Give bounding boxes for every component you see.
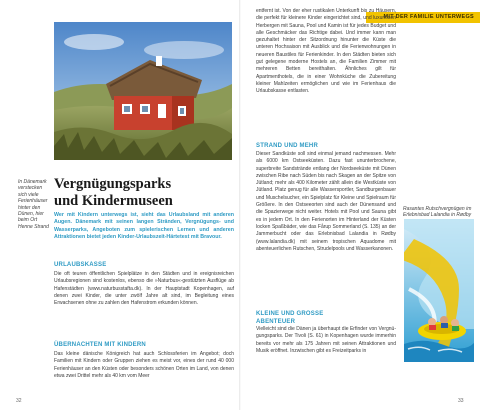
- body-abenteuer: Vielleicht sind die Dänen ja überhaupt die Erfinder von Vergnügungsparks. Der Tivoli (S. 61) in Kopenhagen wurde immerhin bereits vor mehr als 175 Jahren mit seinen Attraktionen und Musik eröffnet. Inzwischen gibt es Freizeitparks in: [256, 326, 396, 354]
- water-slide-photo: [404, 219, 474, 362]
- heading-abenteuer-line-2: ABENTEUER: [256, 318, 296, 325]
- page-number-left: 32: [16, 398, 22, 404]
- body-uebernachten-continued: entfernt ist. Von der eher rustikalen Unterkunft bis zu Häusern, die perfekt für kleinere Kinder eingerichtet sind, und luxuriösen Herbergen mit Sauna, Pool und Kamin ist für jedes Budget und alle Geschmäcker das Richtige dabei. Und immer kann man gezuhaltet hinter der Sitzordnung hinunter die Küste die unteren Hochsaison mit Ausblick und die Ferienwohnungen in neueren Baustiles für Ferienkinder. In den Städten bieten sich gut gelegene moderne Hostels an, die Familien Zimmer mit mehreren Betten bereithalten. Ähnliches gilt für Apartmenthotels, die in einer Wohnküche die Zubereitung kleiner Mahlzeiten ermöglichen und wie im Ferienhaus die Urlaubskasse entlasten.: [256, 8, 396, 95]
- page-number-right: 33: [458, 398, 464, 404]
- water-slide-illustration: [404, 219, 474, 362]
- body-strand: Dieser Sandküste soll sind einmal jemand nachmessen. Mehr als 6000 km Ostseeküsten. Dazu fast ununterbrochene, superbreite Sandstrände entlang der Nordseeküste mit Dünen zwischen Ribe nach Süden bis nach Skagen an der Spitze von Jütland; mehr als 400 Kilometer zählt allein die Westküste von Jütland. Platz genug für alle Wassersportler, Sandburgenbauer und Muschelsucher, ein Spielplatz für Kleine und Spielraum für Größere. In den Ostseeorten sind auch der Dünensand und die Spazierwege nicht weiter. Hotels mit Pool und Sauna gibt es in jedem Ort. In den Ferienorten im Hinterland der Küsten locken Spaßbäder, wie das Fårup Sommerland (S. 135) an der Jammerbucht oder das Erlebnisbad Lalandia in Rødby (www.lalandia.dk) mit seinem tropischen Aquadome mit abenteuerlichen Rutschen, Strudelpools und Wasserkanonen.: [256, 151, 396, 252]
- pool-photo-caption: Rasantes Rutschvergnügen im Erlebnisbad Lalandia in Rødby: [403, 206, 472, 219]
- article-title: [54, 176, 234, 210]
- heading-uebernachten: ÜBERNACHTEN MIT KINDERN: [54, 342, 146, 348]
- article-title-line-2: und Kindermuseen: [54, 193, 173, 209]
- article-lead: Wer mit Kindern unterwegs ist, sieht das Urlaubsland mit anderen Augen. Dänemark mit seinen langen Stränden, Vergnügungs- und Wasserparks, Angeboten zum spielerischen Lernen und anderen Attraktionen bietet jeden Kinder-Urlaubszeit-Härtetest mit Bravour.: [54, 212, 234, 241]
- house-photo-caption: In Dänemark verstecken sich viele Ferienhäuser hinter den Dünen, hier beim Ort Henne Strand: [18, 179, 49, 230]
- heading-abenteuer-line-1: KLEINE UND GROSSE: [256, 311, 324, 317]
- body-uebernachten: Das kleine dänische Königreich hat auch Schlossferien im Angebot; doch Familien mit Kindern oder Gruppen ziehen es meist vor, eines der rund 40 000 Ferienhäuser an den Küsten oder besonders schönen Orten im Land, von denen etwa zwei Drittel mehr als 40 km vom Meer: [54, 351, 234, 379]
- body-urlaubskasse: Die oft teuren öffentlichen Spielplätze in den Städten und in ereignisreichen Urlaubsregionen sind kostenlos, ebenso die »Naturbus«-gestützten Ausflüge ab Hafenstädten (www.naturbusstafta.dk). In der Hauptstadt Kopenhagen, auf denen zwei Kinder, die unter zwölf Jahre alt sind, im Begleitung eines Erwachsenen ohne zu zahlen den Hafenstrom erkunden können.: [54, 271, 234, 307]
- running-header-label: MIT DER FAMILIE UNTERWEGS: [383, 14, 474, 20]
- page-gutter: [239, 0, 241, 410]
- house-photo: [54, 22, 232, 160]
- heading-strand: STRAND UND MEHR: [256, 143, 318, 149]
- article-title-line-1: Vergnügungsparks: [54, 176, 172, 192]
- house-photo-illustration: [54, 22, 232, 160]
- heading-abenteuer: [256, 311, 323, 326]
- heading-urlaubskasse: URLAUBSKASSE: [54, 262, 107, 268]
